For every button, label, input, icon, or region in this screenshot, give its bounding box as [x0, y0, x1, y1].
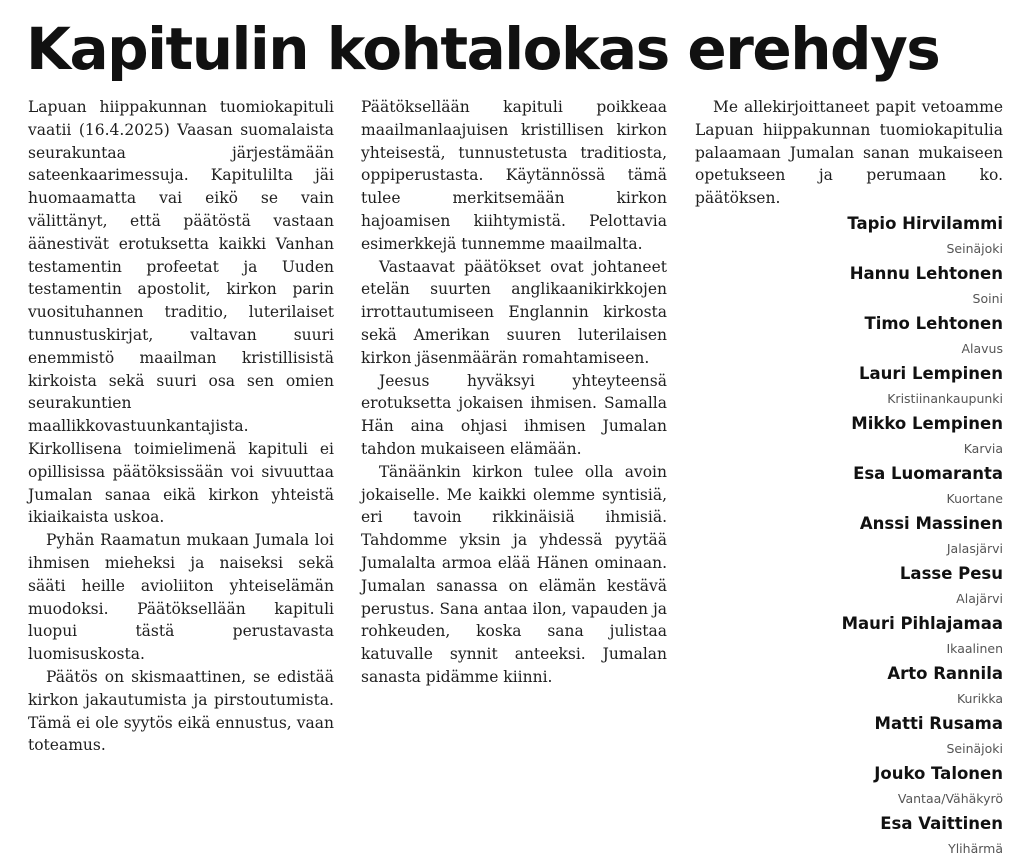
- signer-name: Arto Rannila: [887, 663, 1003, 683]
- signer-name: Timo Lehtonen: [864, 313, 1003, 333]
- signer-place: Kristiinankaupunki: [887, 390, 1003, 406]
- signer: [695, 412, 1003, 462]
- signer: [695, 362, 1003, 412]
- paragraph-1: Lapuan hiippakunnan tuomiokapituli vaatii (16.4.2025) Vaasan suomalaista seurakuntaa järjestämään sateenkaarimessuja. Kapitulilta jäi huomaamatta vai eikö se vain välittänyt, että päätöstä vastaan äänestivät erotuksetta kaikki Vanhan testamentin profeetat ja Uuden testamentin apostolit, kirkon parin vuosituhannen traditio, luterilaiset tunnustuskirjat, valtavan suuri enemmistö maailman kristillisistä kirkoista sekä suuri osa sen omien seurakuntien maallikkovastuunkantajista. Kirkollisena toimielimenä kapituli ei opillisissa päätöksissään voi sivuuttaa Jumalan sanaa eikä kirkon yhteistä ikiaikaista uskoa.: [28, 98, 334, 527]
- signer-name: Tapio Hirvilammi: [847, 213, 1003, 233]
- signer-place: Kurikka: [956, 690, 1003, 706]
- signer-place: Karvia: [963, 440, 1003, 456]
- signer: [695, 562, 1003, 612]
- paragraph-8: Me allekirjoittaneet papit vetoamme Lapuan hiippakunnan tuomiokapitulia palaamaan Jumalan sanan mukaiseen opetukseen ja perumaan ko. päätöksen.: [695, 98, 1003, 208]
- signer-name: Anssi Massinen: [859, 513, 1003, 533]
- column-3: [695, 96, 1003, 862]
- signer: [695, 312, 1003, 362]
- signers-list: [695, 212, 1003, 862]
- signer-name: Matti Rusama: [874, 713, 1003, 733]
- signer-name: Hannu Lehtonen: [849, 263, 1003, 283]
- signer-place: Seinäjoki: [946, 240, 1003, 256]
- signer-place: Seinäjoki: [946, 740, 1003, 756]
- paragraph-5: Vastaavat päätökset ovat johtaneet etelän suurten anglikaanikirkkojen irrottautumiseen Englannin kirkosta sekä Amerikan suuren luterilaisen kirkon jäsenmäärän romahtamiseen.: [361, 257, 667, 367]
- signer-place: Soini: [972, 290, 1003, 306]
- signer-place: Alajärvi: [956, 590, 1003, 606]
- paragraph-4: Päätöksellään kapituli poikkeaa maailmanlaajuisen kristillisen kirkon yhteisestä, tunnustetusta traditiosta, oppiperustasta. Käytännössä tämä tulee merkitsemään kirkon hajoamisen kiihtymistä. Pelottavia esimerkkejä tunnemme maailmalta.: [361, 98, 667, 253]
- signer: [695, 212, 1003, 262]
- signer-place: Kuortane: [946, 490, 1003, 506]
- signer: [695, 662, 1003, 712]
- signer: [695, 812, 1003, 862]
- signer: [695, 612, 1003, 662]
- signer: [695, 712, 1003, 762]
- signer-name: Esa Luomaranta: [853, 463, 1003, 483]
- column-1: [28, 96, 334, 757]
- signer-name: Esa Vaittinen: [880, 813, 1003, 833]
- signer-place: Vantaa/Vähäkyrö: [897, 790, 1003, 806]
- signer-place: Jalasjärvi: [946, 540, 1003, 556]
- signer-place: Ylihärmä: [948, 840, 1003, 856]
- paragraph-7: Tänäänkin kirkon tulee olla avoin jokaiselle. Me kaikki olemme syntisiä, eri tavoin rikkinäisiä ihmisiä. Tahdomme yksin ja yhdessä pyytää Jumalalta armoa elää Hänen ominaan. Jumalan sanassa on elämän kestävä perustus. Sana antaa ilon, vapauden ja rohkeuden, koska sana julistaa katuvalle synnit anteeksi. Jumalan sanasta pidämme kiinni.: [361, 462, 667, 686]
- signer-name: Jouko Talonen: [874, 763, 1003, 783]
- headline: Kapitulin kohtalokas erehdys: [26, 15, 940, 83]
- signer: [695, 512, 1003, 562]
- signer-place: Alavus: [961, 340, 1003, 356]
- signer-name: Mikko Lempinen: [851, 413, 1003, 433]
- column-2: [361, 96, 667, 689]
- paragraph-2: Pyhän Raamatun mukaan Jumala loi ihmisen mieheksi ja naiseksi sekä sääti heille avioliiton yhteiselämän muodoksi. Päätöksellään kapituli luopui tästä perustavasta luomisuskosta.: [28, 531, 334, 664]
- signer-place: Ikaalinen: [946, 640, 1003, 656]
- signer-name: Lauri Lempinen: [859, 363, 1003, 383]
- signer: [695, 762, 1003, 812]
- signer: [695, 262, 1003, 312]
- signer-name: Lasse Pesu: [899, 563, 1003, 583]
- signer: [695, 462, 1003, 512]
- paragraph-6: Jeesus hyväksyi yhteyteensä erotuksetta jokaisen ihmisen. Samalla Hän aina ohjasi ihmisen Jumalan tahdon mukaiseen elämään.: [361, 371, 667, 458]
- paragraph-3: Päätös on skismaattinen, se edistää kirkon jakautumista ja pirstoutumista. Tämä ei ole syytös eikä ennustus, vaan toteamus.: [28, 667, 334, 755]
- signer-name: Mauri Pihlajamaa: [841, 613, 1003, 633]
